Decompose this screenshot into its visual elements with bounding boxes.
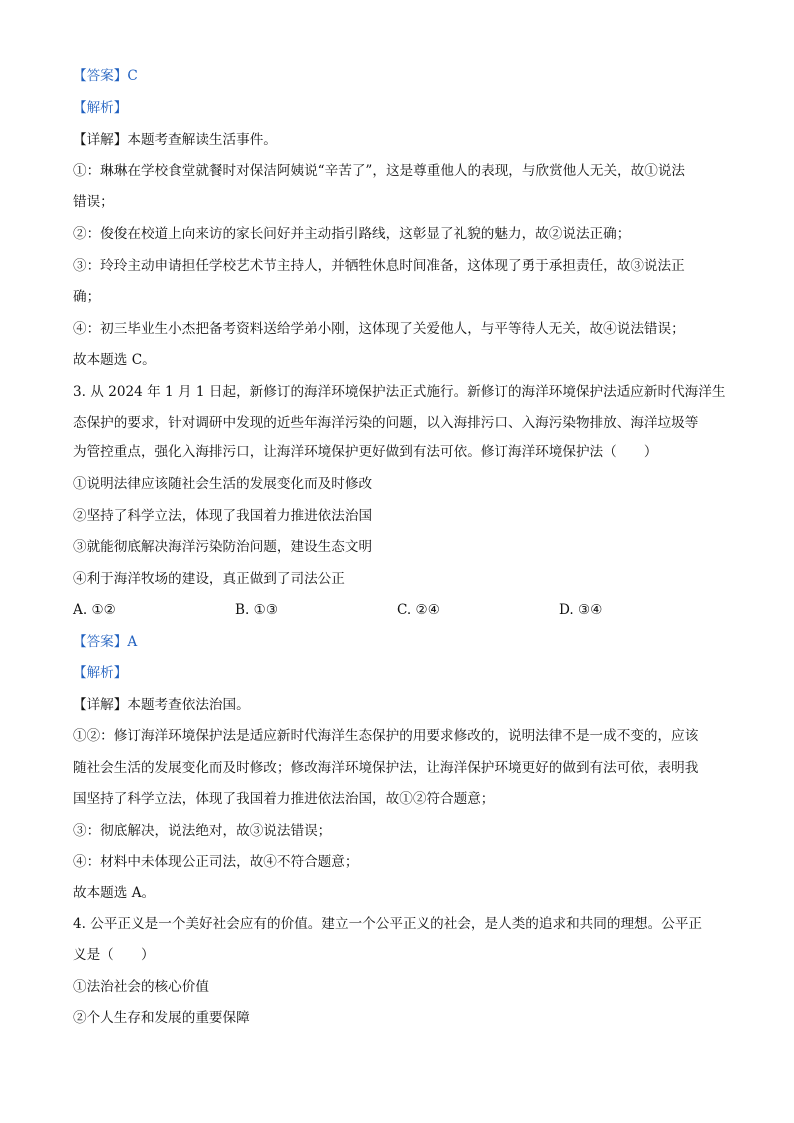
detail-line: 【详解】本题考查解读生活事件。 [73,132,277,148]
option-b: B. ①③ [235,602,279,618]
statement-1: ①说明法律应该随社会生活的发展变化而及时修改 [73,476,373,492]
explanation-2: ②：俊俊在校道上向来访的家长问好并主动指引路线，这彰显了礼貌的魅力，故②说法正确； [73,226,631,242]
option-a: A. ①② [73,602,116,618]
options-row [73,600,723,620]
option-d: D. ③④ [559,602,603,618]
explanation-1b: 错误； [73,194,114,210]
option-c: C. ②④ [397,602,440,618]
explanation-1a: ①：琳琳在学校食堂就餐时对保洁阿姨说“辛苦了”，这是尊重他人的表现，与欣赏他人无关，故①说法 [73,163,686,179]
explanation-3: ④：材料中未体现公正司法，故④不符合题意； [73,854,359,870]
explanation-1a: ①②：修订海洋环境保护法是适应新时代海洋生态保护的用要求修改的，说明法律不是一成不变的，应该 [73,728,699,744]
statement-4: ④利于海洋牧场的建设，真正做到了司法公正 [73,571,345,587]
explanation-4: ④：初三毕业生小杰把备考资料送给学弟小刚，这体现了关爱他人，与平等待人无关，故④说法错误； [73,321,685,337]
conclusion: 故本题选 A。 [73,885,156,901]
explanation-2: ③：彻底解决，说法绝对，故③说法错误； [73,823,332,839]
question-4-stem-2: 义是（ ） [73,947,155,963]
question-3-stem-1: 3. 从 2024 年 1 月 1 日起，新修订的海洋环境保护法正式施行。新修订的海洋环境保护法适应新时代海洋生 [73,384,726,400]
explanation-1c: 国坚持了科学立法，体现了我国着力推进依法治国，故①②符合题意； [73,791,495,807]
statement-2: ②坚持了科学立法，体现了我国着力推进依法治国 [73,508,373,524]
answer-label: 【答案】C [73,68,138,84]
question-3-stem-2: 态保护的要求，针对调研中发现的近些年海洋污染的问题，以入海排污口、入海污染物排放、海洋垃圾等 [73,415,699,431]
explanation-3b: 确； [73,289,101,305]
statement-1: ①法治社会的核心价值 [73,979,209,995]
explanation-1b: 随社会生活的发展变化而及时修改；修改海洋环境保护法，让海洋保护环境更好的做到有法可依，表明我 [73,760,699,776]
conclusion: 故本题选 C。 [73,352,156,368]
answer-label: 【答案】A [73,634,138,650]
question-4-stem-1: 4. 公平正义是一个美好社会应有的价值。建立一个公平正义的社会，是人类的追求和共同的理想。公平正 [73,916,703,932]
analysis-label: 【解析】 [73,100,128,116]
question-3-stem-3: 为管控重点，强化入海排污口，让海洋环境保护更好做到有法可依。修订海洋环境保护法（ ） [73,444,658,460]
detail-line: 【详解】本题考查依法治国。 [73,697,250,713]
statement-3: ③就能彻底解决海洋污染防治问题，建设生态文明 [73,539,373,555]
explanation-3a: ③：玲玲主动申请担任学校艺术节主持人，并牺牲休息时间准备，这体现了勇于承担责任，故③说法正 [73,258,685,274]
analysis-label: 【解析】 [73,665,128,681]
statement-2: ②个人生存和发展的重要保障 [73,1010,250,1026]
